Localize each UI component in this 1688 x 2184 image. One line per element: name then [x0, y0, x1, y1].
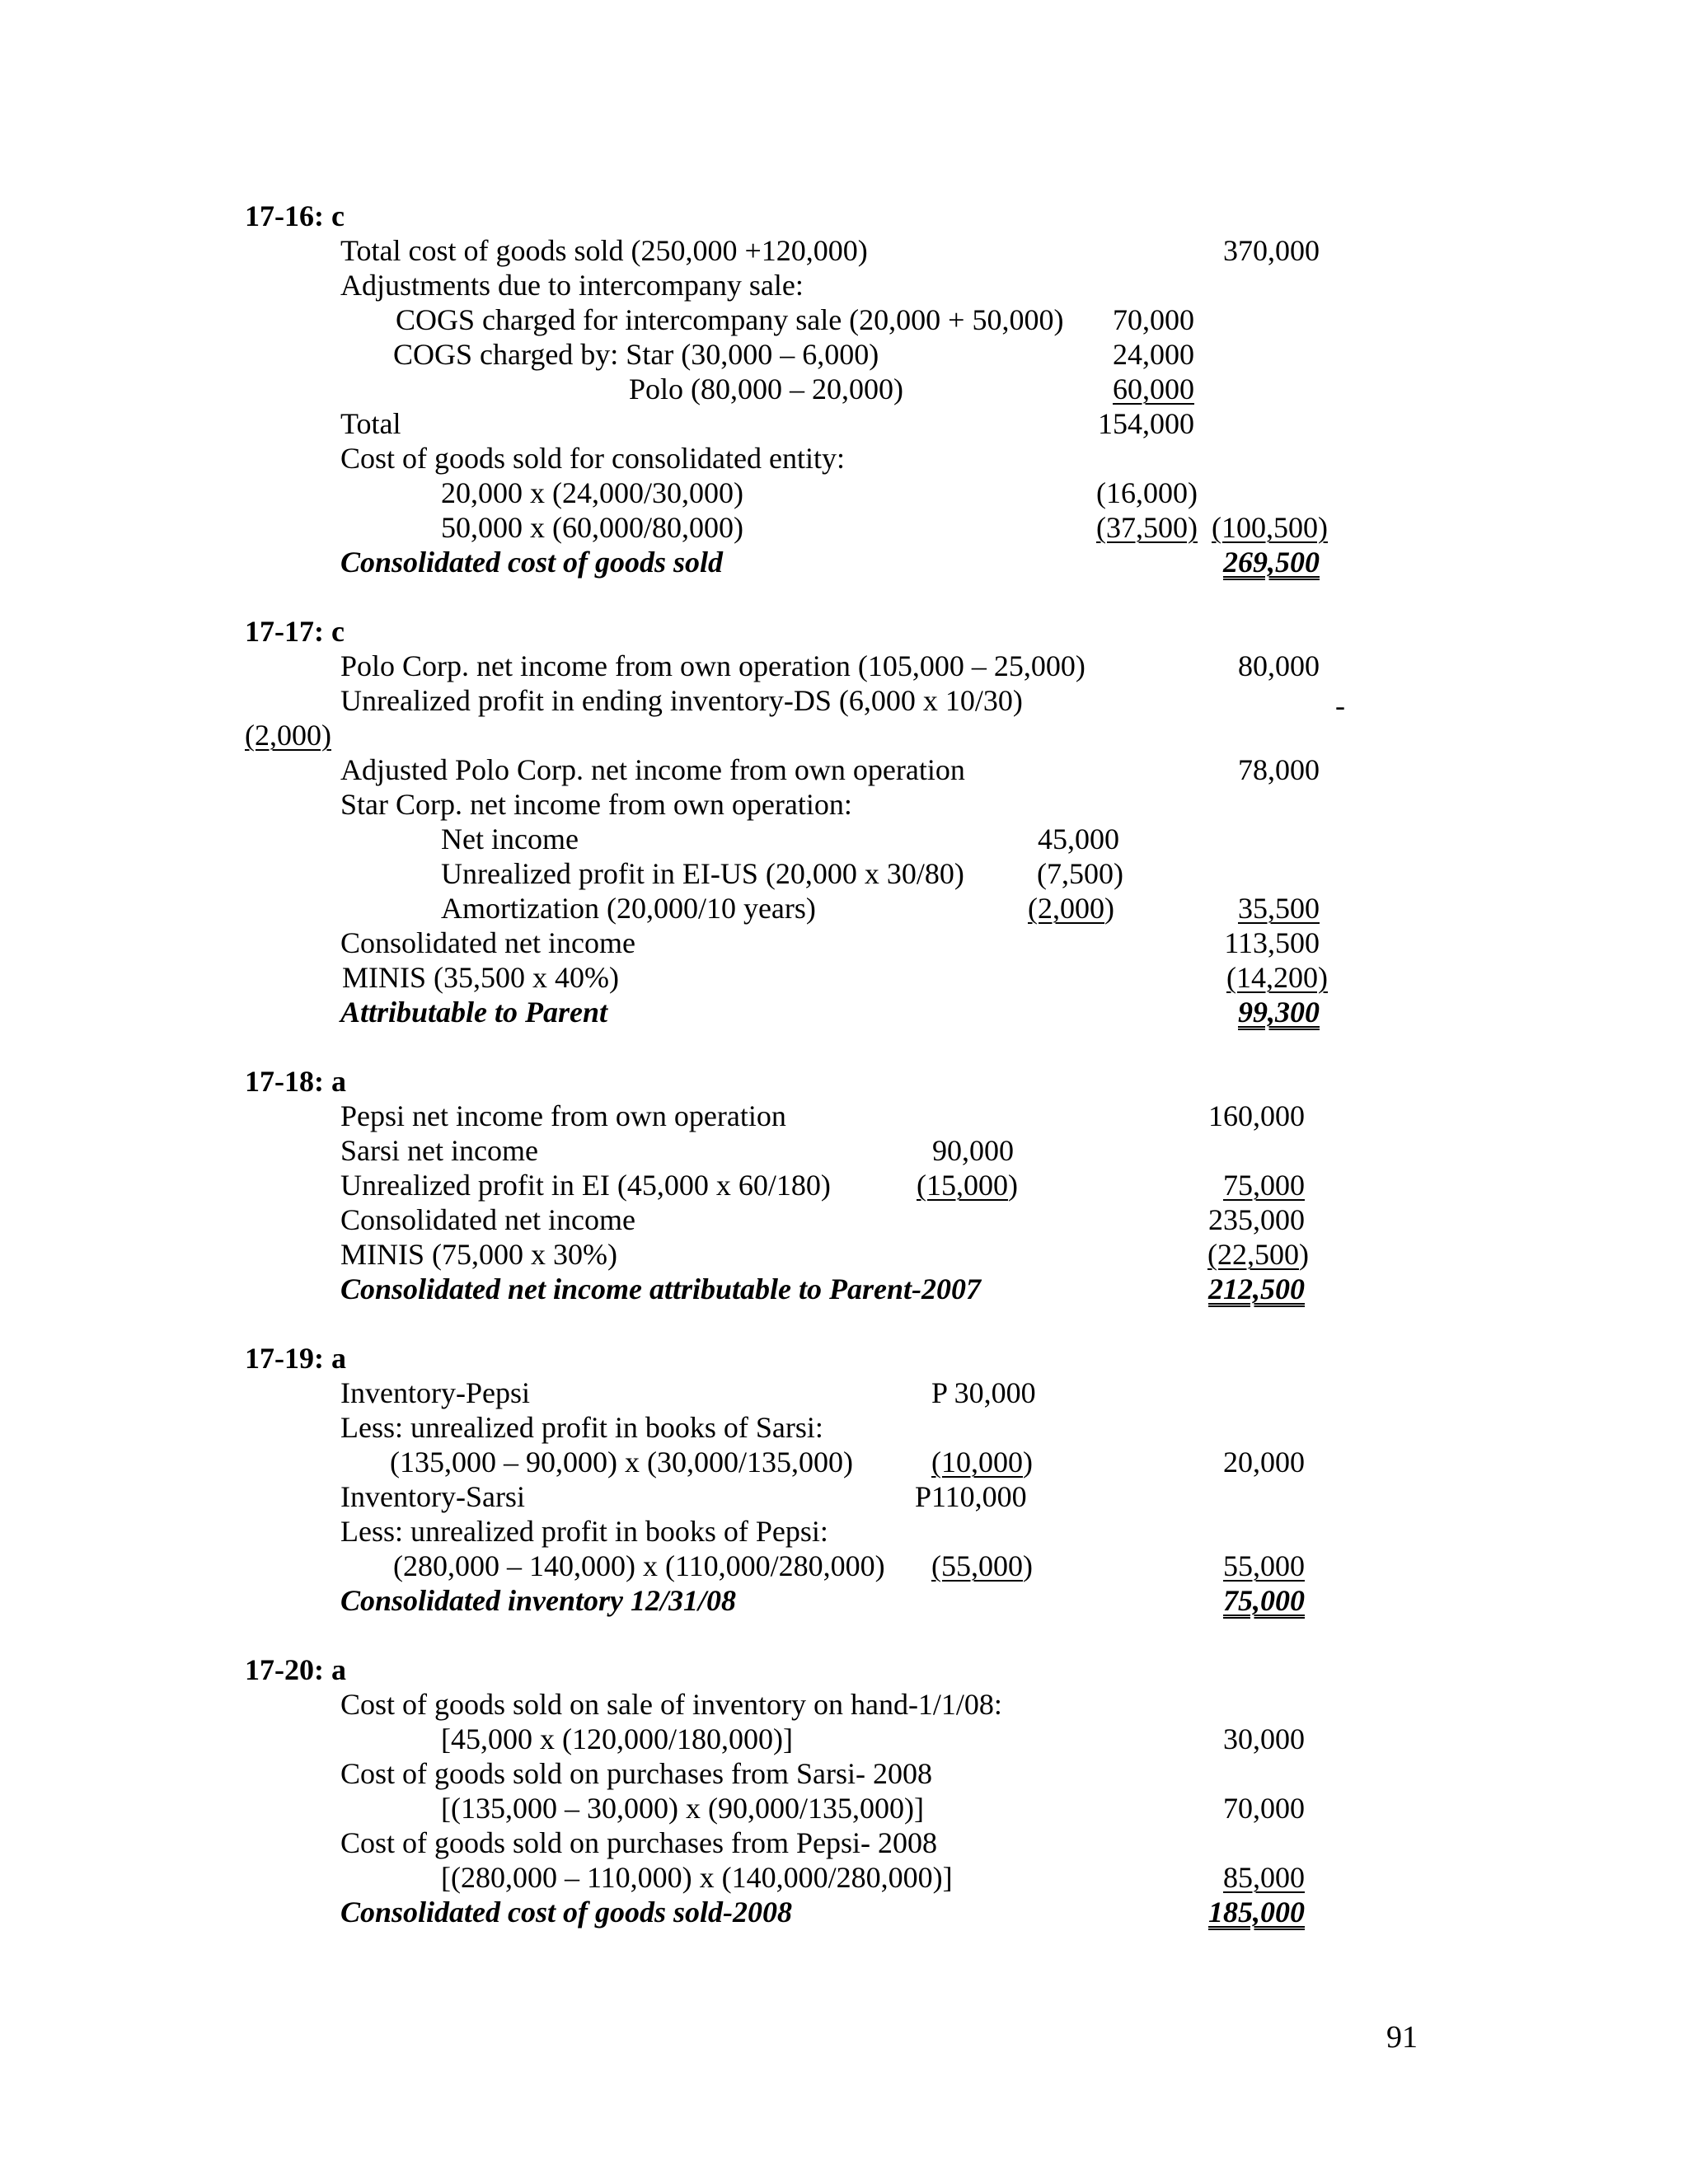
- q19-line3-value2: 20,000: [1223, 1446, 1305, 1479]
- q17-line5: Net income: [441, 823, 579, 855]
- q18-line1: Pepsi net income from own operation: [340, 1099, 786, 1132]
- q19-line3: (135,000 – 90,000) x (30,000/135,000): [390, 1446, 853, 1479]
- q17-line9: MINIS (35,500 x 40%): [342, 961, 619, 994]
- q16-line8-value: (16,000): [1096, 476, 1198, 509]
- q19-line2: Less: unrealized profit in books of Sarsi:: [340, 1411, 823, 1444]
- q17-line6-value: (7,500): [1037, 857, 1123, 890]
- q18-total-label: Consolidated net income attributable to Parent-2007: [340, 1272, 982, 1305]
- q16-line9-value1: (37,500): [1096, 511, 1198, 544]
- q18-line2-value: 90,000: [932, 1134, 1014, 1167]
- q20-line2-value: 30,000: [1223, 1722, 1305, 1755]
- q20-line4: [(135,000 – 30,000) x (90,000/135,000)]: [441, 1792, 924, 1825]
- q19-line4: Inventory-Sarsi: [340, 1480, 525, 1513]
- q17-line5-value: 45,000: [1038, 823, 1119, 855]
- q17-line6: Unrealized profit in EI-US (20,000 x 30/80): [441, 857, 964, 890]
- q18-line3-value1-amount: (15,000: [917, 1169, 1008, 1202]
- q19-line3-value1-paren: ): [1023, 1446, 1033, 1479]
- q18-line3: Unrealized profit in EI (45,000 x 60/180): [340, 1169, 831, 1202]
- q18-line4-value: 235,000: [1208, 1203, 1305, 1236]
- q18-line5-value: [1207, 1237, 1309, 1272]
- q16-line1-value: 370,000: [1223, 234, 1320, 267]
- q17-line2-value: (2,000): [245, 719, 331, 752]
- q19-total-label: Consolidated inventory 12/31/08: [340, 1584, 737, 1617]
- q17-line3: Adjusted Polo Corp. net income from own operation: [340, 753, 965, 786]
- q16-line8: 20,000 x (24,000/30,000): [441, 476, 743, 509]
- q16-line6-value: 154,000: [1098, 407, 1194, 440]
- q20-total-label: Consolidated cost of goods sold-2008: [340, 1896, 793, 1929]
- q16-line5: Polo (80,000 – 20,000): [629, 373, 903, 405]
- q16-line5-value: 60,000: [1113, 373, 1194, 405]
- q19-line6-value1-amount: (55,000: [931, 1549, 1023, 1582]
- q19-heading: 17-19: a: [245, 1342, 346, 1375]
- q18-total-value: 212,500: [1208, 1272, 1305, 1305]
- q17-line8: Consolidated net income: [340, 926, 635, 959]
- q16-line7: Cost of goods sold for consolidated entity:: [340, 442, 845, 475]
- q20-total-value: 185,000: [1208, 1896, 1305, 1929]
- q20-line6: [(280,000 – 110,000) x (140,000/280,000)]: [441, 1861, 953, 1894]
- q17-line7-value1-paren: ): [1104, 892, 1114, 925]
- q16-heading: 17-16: c: [245, 199, 345, 232]
- q16-total-value: 269,500: [1223, 546, 1320, 579]
- q17-total-value: 99,300: [1238, 996, 1320, 1029]
- q19-line6-value1: [931, 1549, 1033, 1583]
- q18-line4: Consolidated net income: [340, 1203, 635, 1236]
- q16-line4: COGS charged by: Star (30,000 – 6,000): [393, 338, 879, 371]
- q19-line4-value: P110,000: [915, 1480, 1027, 1513]
- q18-line1-value: 160,000: [1208, 1099, 1305, 1132]
- q17-line7-value1: [1028, 891, 1114, 926]
- q19-line6-value1-paren: ): [1023, 1549, 1033, 1582]
- q20-line2: [45,000 x (120,000/180,000)]: [441, 1722, 793, 1755]
- q17-line1-value: 80,000: [1238, 649, 1320, 682]
- q20-line4-value: 70,000: [1223, 1792, 1305, 1825]
- q16-line9: 50,000 x (60,000/80,000): [441, 511, 743, 544]
- q17-line8-value: 113,500: [1224, 926, 1320, 959]
- q18-heading: 17-18: a: [245, 1065, 346, 1098]
- q16-line4-value: 24,000: [1113, 338, 1194, 371]
- q18-line3-value1: [917, 1168, 1018, 1202]
- q18-line5: MINIS (75,000 x 30%): [340, 1238, 617, 1271]
- q20-line3: Cost of goods sold on purchases from Sarsi- 2008: [340, 1757, 932, 1790]
- q19-line3-value1-amount: (10,000: [931, 1446, 1023, 1479]
- q20-line6-value: 85,000: [1223, 1861, 1305, 1894]
- q17-total-label: Attributable to Parent: [340, 996, 608, 1029]
- q19-line6: (280,000 – 140,000) x (110,000/280,000): [393, 1549, 885, 1582]
- q19-line1: Inventory-Pepsi: [340, 1376, 530, 1409]
- q16-line3-value: 70,000: [1113, 303, 1194, 336]
- q18-line5-value-paren: ): [1299, 1238, 1309, 1271]
- q17-line2: Unrealized profit in ending inventory-DS (6,000 x 10/30): [340, 684, 1023, 717]
- q18-line2: Sarsi net income: [340, 1134, 538, 1167]
- q18-line5-value-amount: (22,500: [1207, 1238, 1299, 1271]
- q17-line7-value1-amount: (2,000: [1028, 892, 1104, 925]
- q18-line3-value2: 75,000: [1223, 1169, 1305, 1202]
- q16-line1: Total cost of goods sold (250,000 +120,000): [340, 234, 868, 267]
- q17-line7-value2: 35,500: [1238, 892, 1320, 925]
- q19-line5: Less: unrealized profit in books of Pepsi:: [340, 1515, 828, 1548]
- q17-heading: 17-17: c: [245, 615, 345, 648]
- page-number: 91: [1386, 2020, 1418, 2055]
- q17-line4: Star Corp. net income from own operation:: [340, 788, 852, 821]
- q17-line1: Polo Corp. net income from own operation (105,000 – 25,000): [340, 649, 1085, 682]
- q19-total-value: 75,000: [1223, 1584, 1305, 1617]
- q16-line9-value2: (100,500): [1212, 511, 1328, 544]
- q20-heading: 17-20: a: [245, 1653, 346, 1686]
- q17-line7: Amortization (20,000/10 years): [441, 892, 816, 925]
- q16-line2: Adjustments due to intercompany sale:: [340, 269, 804, 302]
- q20-line5: Cost of goods sold on purchases from Pepsi- 2008: [340, 1826, 937, 1859]
- q16-line3: COGS charged for intercompany sale (20,000 + 50,000): [396, 303, 1064, 336]
- q17-line2-dash: -: [1335, 689, 1345, 722]
- q17-line3-value: 78,000: [1238, 753, 1320, 786]
- q19-line3-value1: [931, 1445, 1033, 1479]
- q19-line6-value2: 55,000: [1223, 1549, 1305, 1582]
- q19-line1-value: P 30,000: [931, 1376, 1036, 1409]
- q16-line6: Total: [340, 407, 401, 440]
- q20-line1: Cost of goods sold on sale of inventory on hand-1/1/08:: [340, 1688, 1002, 1721]
- q17-line9-value: (14,200): [1226, 961, 1328, 994]
- q18-line3-value1-paren: ): [1008, 1169, 1018, 1202]
- q16-total-label: Consolidated cost of goods sold: [340, 546, 724, 579]
